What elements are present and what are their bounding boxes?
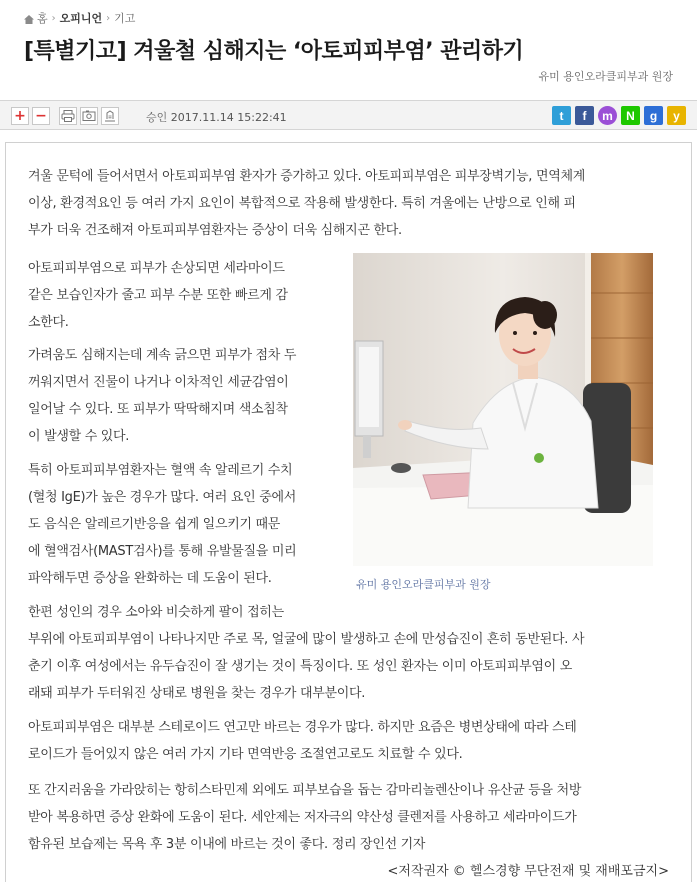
paragraph bbox=[28, 777, 668, 858]
text-line: 한편 성인의 경우 소아와 비슷하게 팔이 접히는 bbox=[28, 605, 284, 620]
text-line: 도 음식은 알레르기반응을 쉽게 일으키기 때문 bbox=[28, 517, 281, 532]
text-line: (혈청 IgE)가 높은 경우가 많다. 여러 요인 중에서 bbox=[28, 490, 296, 505]
article-title: [특별기고] 겨울철 심해지는 ‘아토피피부염’ 관리하기 bbox=[24, 39, 524, 64]
breadcrumb-section[interactable]: 오피니언 bbox=[59, 12, 103, 25]
text-line: 소한다. bbox=[28, 315, 69, 330]
text-line: 아토피피부염으로 피부가 손상되면 세라마이드 bbox=[28, 261, 285, 276]
text-line: 받아 복용하면 증상 완화에 도움이 된다. 세안제는 저자극의 약산성 클렌저를 사용하고 세라마이드가 bbox=[28, 810, 577, 825]
font-increase-button[interactable]: + bbox=[11, 107, 29, 125]
paragraph bbox=[28, 255, 340, 336]
yozm-share-icon[interactable]: y bbox=[667, 106, 686, 125]
paragraph bbox=[28, 342, 340, 450]
text-line: 이 발생할 수 있다. bbox=[28, 429, 130, 444]
twitter-share-icon[interactable]: t bbox=[552, 106, 571, 125]
home-icon[interactable] bbox=[24, 14, 34, 23]
text-line: 래돼 피부가 두터워진 상태로 병원을 찾는 경우가 대부분이다. bbox=[28, 686, 366, 701]
google-share-icon[interactable]: g bbox=[644, 106, 663, 125]
date-value: 2017.11.14 15:22:41 bbox=[170, 111, 287, 124]
text-line: 겨울 문턱에 들어서면서 아토피피부염 환자가 증가하고 있다. 아토피피부염은 피부장벽기능, 면역체계 bbox=[28, 169, 585, 184]
facebook-share-icon[interactable]: f bbox=[575, 106, 594, 125]
text-line: 아토피피부염은 대부분 스테로이드 연고만 바르는 경우가 많다. 하지만 요즘은 병변상태에 따라 스테 bbox=[28, 720, 577, 735]
breadcrumb-home[interactable]: 홈 bbox=[37, 12, 48, 25]
text-line: 부위에 아토피피부염이 나타나지만 주로 목, 얼굴에 많이 발생하고 손에 만성습진이 흔히 동반된다. 사 bbox=[28, 632, 585, 647]
text-line: 가려움도 심해지는데 계속 긁으면 피부가 점차 두 bbox=[28, 348, 297, 363]
text-line: 특히 아토피피부염환자는 혈액 속 알레르기 수치 bbox=[28, 463, 293, 478]
paragraph bbox=[28, 714, 668, 768]
breadcrumb-sub[interactable]: 기고 bbox=[114, 12, 136, 25]
paragraph bbox=[28, 163, 668, 244]
email-icon[interactable] bbox=[80, 107, 98, 125]
breadcrumb bbox=[24, 10, 135, 26]
chevron-right-icon: › bbox=[106, 12, 111, 24]
text-line: 로이드가 들어있지 않은 여러 가지 기타 면역반응 조절연고로도 치료할 수 있다. bbox=[28, 747, 463, 762]
print-icon[interactable] bbox=[59, 107, 77, 125]
author-photo bbox=[353, 253, 653, 566]
text-line: 에 혈액검사(MAST검사)를 통해 유발물질을 미리 bbox=[28, 544, 297, 559]
approved-label: 승인 bbox=[146, 111, 168, 124]
text-line: 춘기 이후 여성에서는 유두습진이 잘 생기는 것이 특징이다. 또 성인 환자는 이미 아토피피부염이 오 bbox=[28, 659, 572, 674]
paragraph bbox=[28, 457, 340, 592]
text-line: 함유된 보습제는 목욕 후 3분 이내에 바르는 것이 좋다. 정리 장인선 기자 bbox=[28, 837, 426, 852]
scrap-icon[interactable] bbox=[101, 107, 119, 125]
article-toolbar bbox=[0, 100, 697, 130]
paragraph bbox=[28, 599, 668, 707]
text-line: 또 간지러움을 가라앉히는 항히스타민제 외에도 피부보습을 돕는 감마리놀렌산이나 유산균 등을 처방 bbox=[28, 783, 582, 798]
article-date bbox=[146, 109, 287, 125]
copyright-notice: <저작권자 © 헬스경향 무단전재 및 재배포금지> bbox=[387, 864, 669, 879]
photo-caption: 유미 용인오라클피부과 원장 bbox=[356, 578, 491, 591]
naver-share-icon[interactable]: N bbox=[621, 106, 640, 125]
me2day-share-icon[interactable]: m bbox=[598, 106, 617, 125]
font-decrease-button[interactable]: − bbox=[32, 107, 50, 125]
text-line: 부가 더욱 건조해져 아토피피부염환자는 증상이 더욱 심해지곤 한다. bbox=[28, 223, 402, 238]
text-line: 일어날 수 있다. 또 피부가 딱딱해지며 색소침착 bbox=[28, 402, 288, 417]
text-line: 같은 보습인자가 줄고 피부 수분 또한 빠르게 감 bbox=[28, 288, 288, 303]
chevron-right-icon: › bbox=[51, 12, 56, 24]
article-byline: 유미 용인오라클피부과 원장 bbox=[538, 70, 673, 83]
text-line: 이상, 환경적요인 등 여러 가지 요인이 복합적으로 작용해 발생한다. 특히 겨울에는 난방으로 인해 피 bbox=[28, 196, 576, 211]
text-line: 꺼워지면서 진물이 나거나 이차적인 세균감염이 bbox=[28, 375, 289, 390]
text-line: 파악해두면 증상을 완화하는 데 도움이 된다. bbox=[28, 571, 272, 586]
